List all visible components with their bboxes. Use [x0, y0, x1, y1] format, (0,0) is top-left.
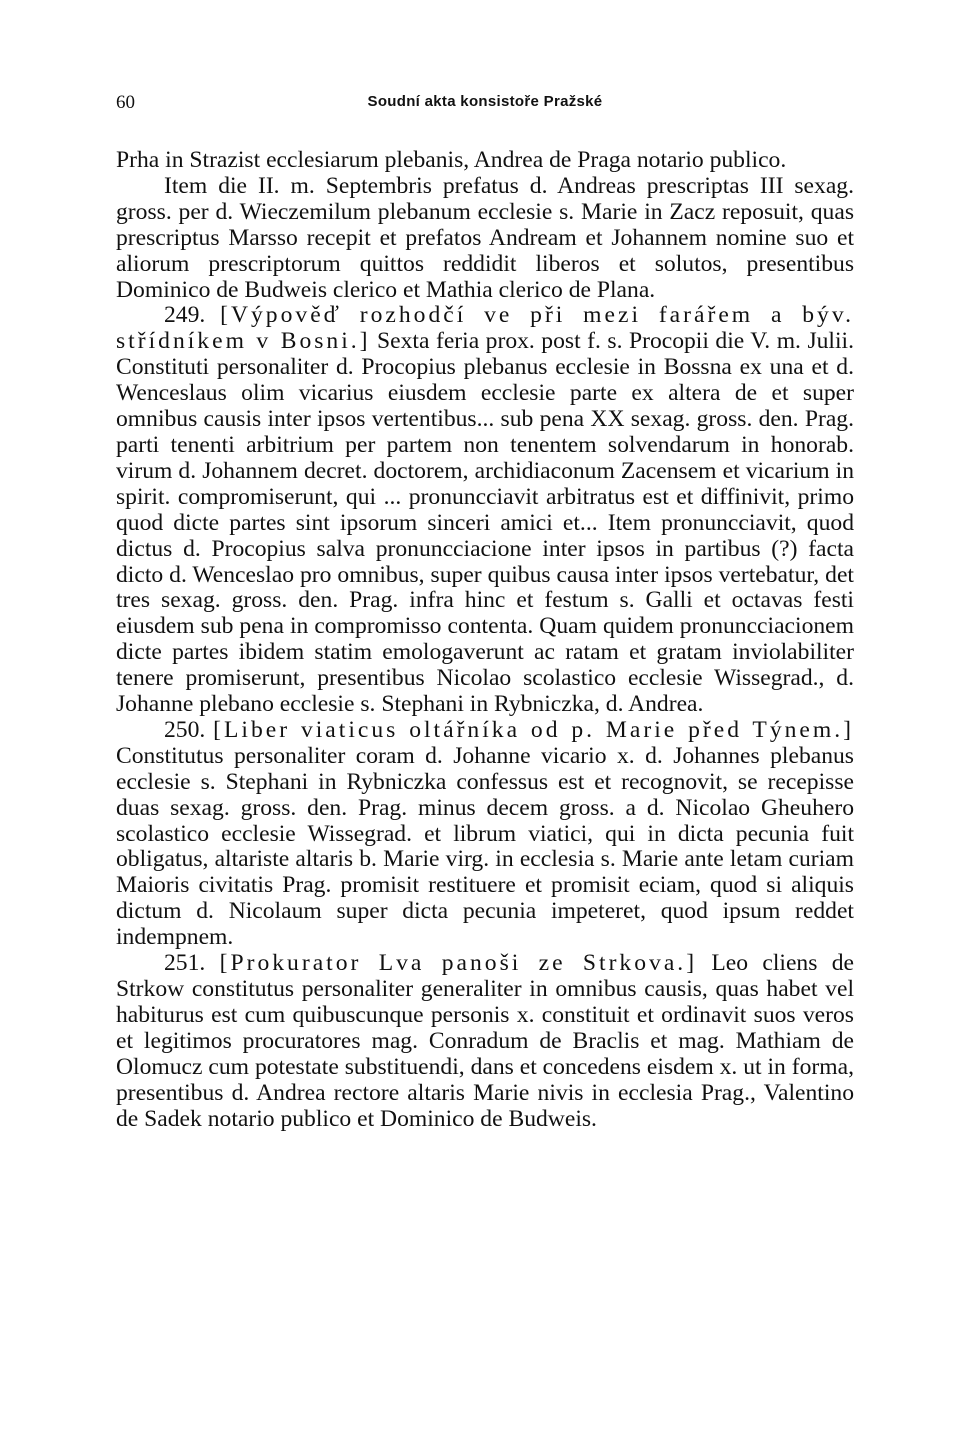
entry-number: 249.	[164, 302, 206, 329]
entry-249	[116, 303, 854, 718]
entry-text: Constitutus personaliter coram d. Johanne vicario x. d. Johannes plebanus ecclesie s. Stephani in Rybniczka confessus est et recognovit, se recepisse duas sexag. gross. den. Prag. minus decem gross. a d. Nicolao Gheuhero scolastico ecclesie Wissegrad. et librum viatici, qui in dicta pecunia fuit obligatus, altariste altaris b. Marie virg. in ecclesia s. Marie ante letam curiam Maioris civitatis Prag. promisit restituere et promisit eciam, quod si aliquis dictum d. Nicolaum super dicta pecunia impeteret, quod ipsum reddet indempnem.	[116, 742, 854, 951]
entry-text: Sexta feria prox. post f. s. Procopii die V. m. Julii. Constituti personaliter d. Procopius plebanus ecclesie in Bossna ex una et d. Wenceslaus olim vicarius eiusdem ecclesie parte ex altera de et super omnibus causis inter ipsos vertentibus... sub pena XX sexag. gross. den. Prag. parti tenenti arbitrium per partem non tenentem solvendarum in honorab. virum d. Johannem decret. doctorem, archidiaconum Zacensem et vicarium in spirit. compromiserunt, qui ... pronuncciavit arbitratus est et diffinivit, primo quod dicte partes sint ipsorum sinceri amici et... Item pronuncciavit, quod dictus d. Procopius salva pronuncciacione inter ipsos in partibus (?) facta dicto d. Wenceslao pro omnibus, super quibus causa inter ipsos vertebatur, det tres sexag. gross. den. Prag. infra hinc et festum s. Galli et octavas festi eiusdem sub pena in compromisso contenta. Quam quidem pronuncciacionem dicte partes ibidem statim emologaverunt ac ratam et gratam inviolabiliter tenere promiserunt, presentibus Nicolao scolastico ecclesie Wissegrad., d. Johanne plebano ecclesie s. Stephani in Rybniczka, d. Andrea.	[116, 328, 854, 718]
entry-250	[116, 718, 854, 951]
page-header	[116, 92, 854, 116]
paragraph-text: Prha in Strazist ecclesiarum plebanis, Andrea de Praga notario publico.	[116, 147, 787, 173]
body-text	[116, 148, 854, 1132]
paragraph-item-payment	[116, 174, 854, 304]
entry-regest: [Výpověď rozhodčí ve při mezi farářem a býv. střídníkem v Bosni.]	[116, 302, 854, 355]
entry-251	[116, 951, 854, 1132]
paragraph-text: Item die II. m. Septembris prefatus d. Andreas prescriptas III sexag. gross. per d. Wieczemilum plebanum ecclesie s. Marie in Zacz reposuit, quas prescriptus Marsso recepit et prefatos Andream et Johannem nomine suo et aliorum prescriptorum quittos reddidit liberos et solutos, presentibus Dominico de Budweis clerico et Mathia clerico de Plana.	[116, 172, 854, 303]
entry-number: 251.	[164, 950, 206, 977]
entry-text: Leo cliens de Strkow constitutus personaliter generaliter in omnibus causis, quas habet vel habiturus est cum quibuscunque personis x. constituit et ordinavit suos veros et legitimos procuratores mag. Conradum de Braclis et mag. Mathiam de Olomucz cum potestate substituendi, dans et concedens eisdem x. ut in forma, presentibus d. Andrea rectore altaris Marie nivis in ecclesia Prag., Valentino de Sadek notario publico et Dominico de Budweis.	[116, 950, 854, 1132]
paragraph-continuation	[116, 148, 854, 174]
entry-regest: [Liber viaticus oltářníka od p. Marie před Týnem.]	[213, 716, 855, 743]
page-number: 60	[116, 92, 135, 113]
running-title: Soudní akta konsistoře Pražské	[367, 93, 603, 110]
entry-number: 250.	[164, 716, 206, 743]
entry-regest: [Prokurator Lva panoši ze Strkova.]	[219, 950, 698, 977]
